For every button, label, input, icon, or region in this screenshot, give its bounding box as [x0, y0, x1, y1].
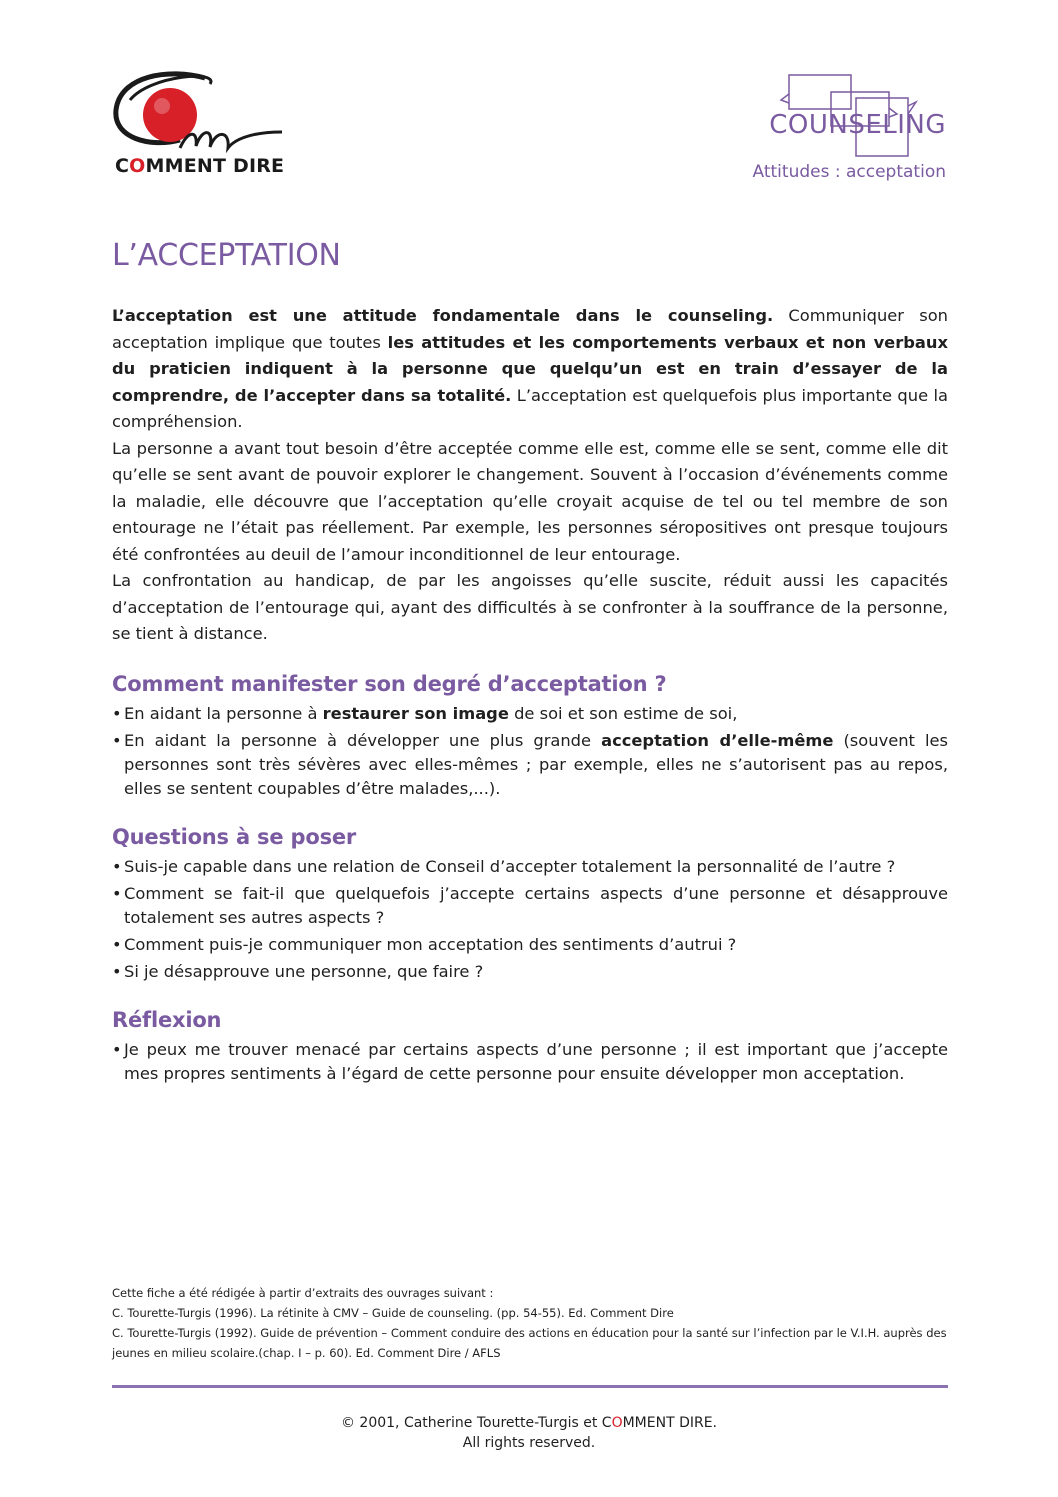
list-item: • Comment se fait-il que quelquefois j’accepte certains aspects d’une personne et désapprouve totalement ses autres aspects ? — [112, 883, 948, 927]
section-heading-questions: Questions à se poser — [112, 824, 357, 849]
list-item: • Je peux me trouver menacé par certains aspects d’une personne ; il est important que j’accepte mes propres sentiments à l’égard de cette personne pour ensuite développer mon acceptation. — [112, 1039, 948, 1083]
logo-emblem-icon — [110, 70, 310, 160]
comment-dire-logo — [110, 70, 310, 190]
intro-paragraph-1: L’acceptation est une attitude fondamentale dans le counseling. Communiquer son acceptation implique que toutes les attitudes et les comportements verbaux et non verbaux du praticien indiquent à la personne que quelqu’un est en train d’essayer de la comprendre, de l’accepter dans sa totalité. L’acceptation est quelquefois plus importante que la compréhension. — [112, 306, 949, 431]
brand-subtitle: Attitudes : acceptation — [752, 162, 946, 182]
brand-title: COUNSELING — [769, 110, 946, 140]
list-item: • En aidant la personne à développer une plus grande acceptation d’elle-même (souvent les personnes sont très sévères avec elles-mêmes ; par exemple, elles ne s’autorisent pas au repos, elles se sentent coupables d’être malades,...). — [112, 730, 949, 798]
intro-paragraph-3: La confrontation au handicap, de par les angoisses qu’elle suscite, réduit aussi les capacités d’acceptation de l’entourage qui, ayant des difficultés à se confronter à la souffrance de la personne, se tient à distance. — [112, 571, 948, 643]
footer-divider — [112, 1385, 948, 1388]
manifest-list — [112, 702, 948, 801]
list-item: • Suis-je capable dans une relation de Conseil d’accepter totalement la personnalité de l’autre ? — [112, 855, 948, 879]
logo-wordmark: COMMENT DIRE — [115, 155, 285, 177]
bullet-icon: • — [112, 730, 122, 750]
bullet-icon: • — [112, 934, 122, 954]
reference-item: C. Tourette-Turgis (1996). La rétinite à CMV – Guide de counseling. (pp. 54-55). Ed. Comment Dire — [112, 1306, 674, 1320]
references — [112, 1283, 948, 1363]
list-item: • En aidant la personne à restaurer son image de soi et son estime de soi, — [112, 702, 948, 726]
page-title: L’ACCEPTATION — [112, 238, 341, 273]
copyright-line-2: All rights reserved. — [462, 1435, 596, 1451]
bullet-icon: • — [112, 856, 122, 876]
main-content — [112, 238, 948, 1089]
reflexion-list — [112, 1038, 948, 1086]
copyright — [0, 1413, 1058, 1453]
copyright-line-1: © 2001, Catherine Tourette-Turgis et COMMENT DIRE. — [340, 1415, 718, 1431]
bullet-icon: • — [112, 703, 122, 723]
counseling-brand — [752, 70, 946, 190]
section-heading-manifest: Comment manifester son degré d’acceptation ? — [112, 671, 667, 696]
list-item: • Comment puis-je communiquer mon acceptation des sentiments d’autrui ? — [112, 933, 948, 957]
references-intro: Cette fiche a été rédigée à partir d’extraits des ouvrages suivant : — [112, 1286, 494, 1300]
section-heading-reflexion: Réflexion — [112, 1007, 222, 1032]
list-item: • Si je désapprouve une personne, que faire ? — [112, 960, 948, 984]
bullet-icon: • — [112, 1039, 122, 1059]
reference-item: C. Tourette-Turgis (1992). Guide de prévention – Comment conduire des actions en éducation pour la santé sur l’infection par le V.I.H. auprès des jeunes en milieu scolaire.(chap. I – p. 60). Ed. Comment Dire / AFLS — [112, 1326, 947, 1360]
intro-paragraph-2: La personne a avant tout besoin d’être acceptée comme elle est, comme elle se sent, comme elle dit qu’elle se sent avant de pouvoir explorer le changement. Souvent à l’occasion d’événements comme la maladie, elle découvre que l’acceptation qu’elle croyait acquise de tel ou tel membre de son entourage ne l’était pas réellement. Par exemple, les personnes séropositives ont presque toujours été confrontées au deuil de l’amour inconditionnel de leur entourage. — [112, 438, 948, 564]
bullet-icon: • — [112, 883, 122, 903]
questions-list — [112, 855, 948, 984]
bullet-icon: • — [112, 961, 122, 981]
